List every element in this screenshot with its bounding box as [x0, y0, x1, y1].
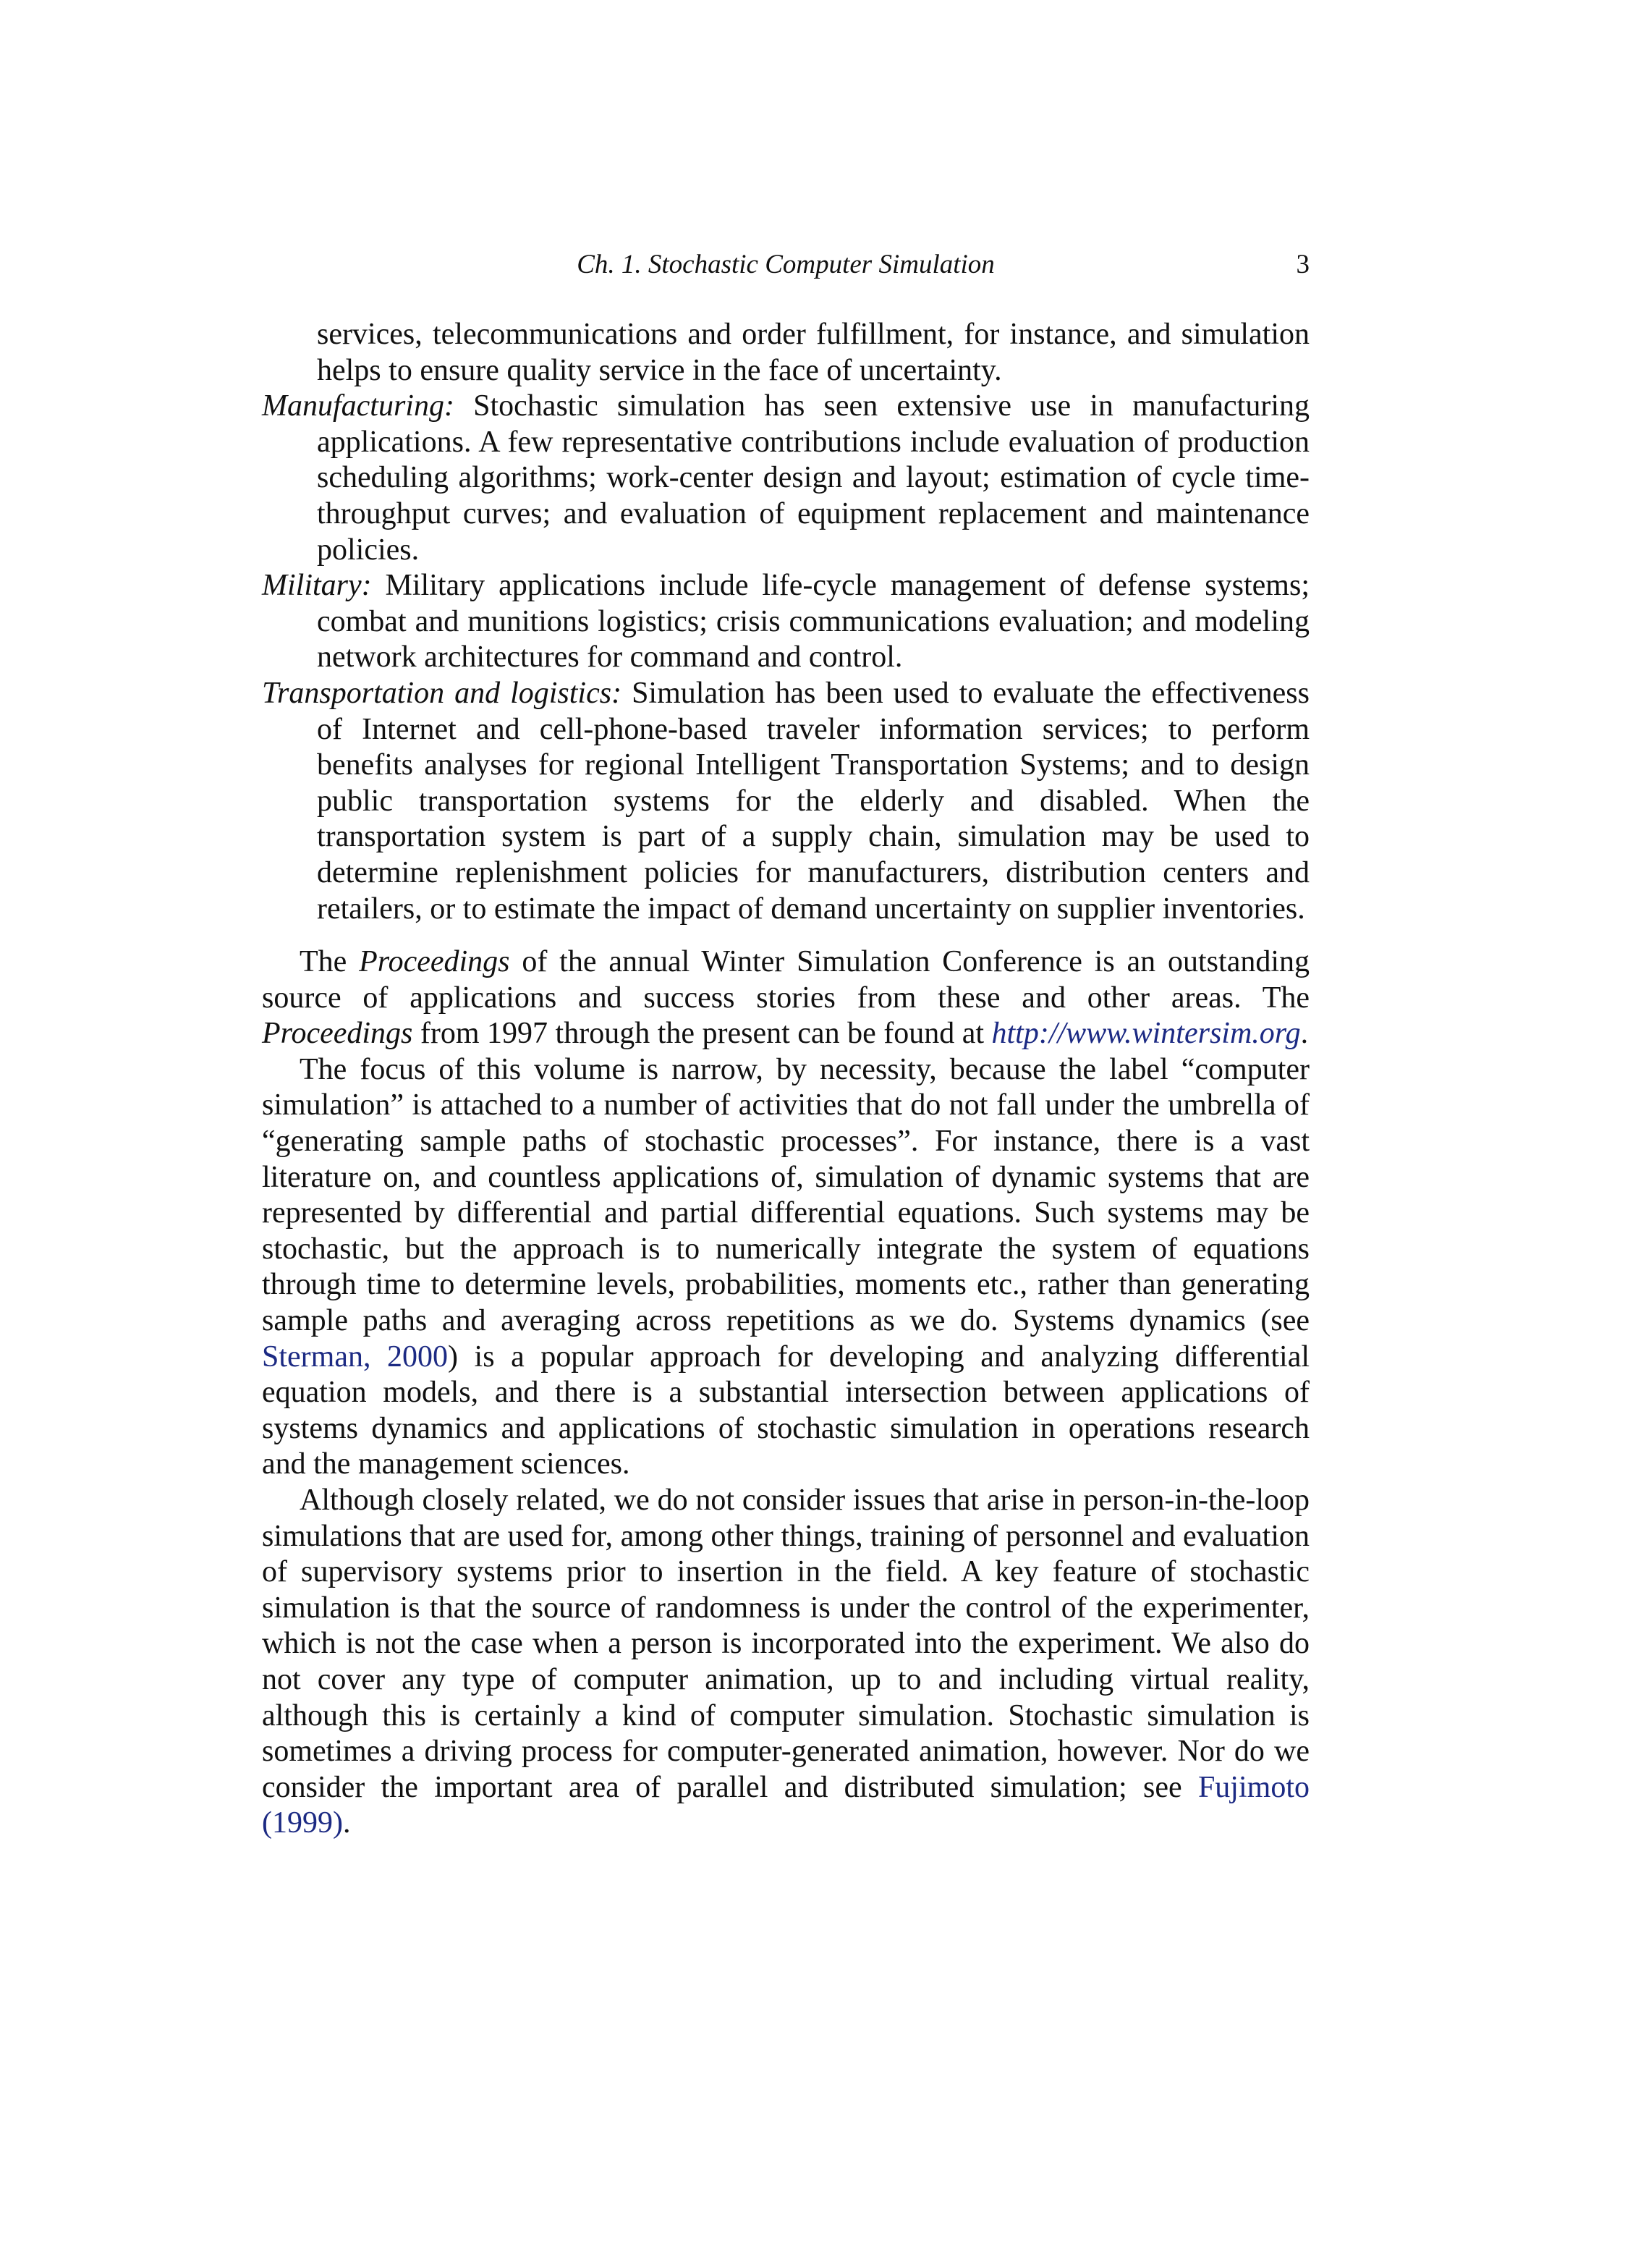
- list-term: Manufacturing:: [262, 389, 454, 423]
- list-term: Transportation and logistics:: [262, 676, 622, 710]
- text-run: The: [300, 945, 360, 979]
- text-run: from 1997 through the present can be found at: [412, 1017, 992, 1051]
- list-text: Stochastic simulation has seen extensive use in manufacturing applications. A few representative contributions include evaluation of production scheduling algorithms; work-center design and layout; estimation of cycle time-throughput curves; and evaluation of equipment replacement and maintenance policies.: [317, 389, 1310, 567]
- proceedings-title: Proceedings: [359, 945, 510, 979]
- list-item-transportation: [262, 676, 1310, 927]
- page-number: 3: [1296, 250, 1310, 279]
- continued-list-item-text: services, telecommunications and order fulfillment, for instance, and simulation helps to ensure quality service in the face of uncertainty.: [317, 318, 1310, 387]
- text-run: of the annual Winter Simulation Conference is an outstanding source of applications and success stories from these and other areas. The: [262, 945, 1310, 1015]
- wintersim-url-link[interactable]: http://www.wintersim.org: [991, 1017, 1301, 1051]
- running-title: Ch. 1. Stochastic Computer Simulation: [577, 250, 995, 279]
- text-run: .: [1300, 1017, 1309, 1051]
- list-text: Military applications include life-cycle management of defense systems; combat and munitions logistics; crisis communications evaluation; and modeling network architectures for command and control.: [317, 569, 1310, 674]
- paragraph-closely-related: [262, 1483, 1310, 1842]
- text-run: The focus of this volume is narrow, by necessity, because the label “computer simulation” is attached to a number of activities that do not fall under the umbrella of “generating sample paths of stochastic processes”. For instance, there is a vast literature on, and countless applications of, simulation of dynamic systems that are represented by differential and partial differential equations. Such systems may be stochastic, but the approach is to numerically integrate the system of equations through time to determine levels, probabilities, moments etc., rather than generating sample paths and averaging across repetitions as we do. Systems dynamics (see: [262, 1052, 1310, 1338]
- list-item-manufacturing: [262, 389, 1310, 568]
- paragraph-proceedings: [262, 944, 1310, 1052]
- list-term: Military:: [262, 569, 372, 603]
- running-header: [262, 246, 1310, 284]
- list-text: Simulation has been used to evaluate the effectiveness of Internet and cell-phone-based traveler information services; to perform benefits analyses for regional Intelligent Transportation Systems; and to design public transportation systems for the elderly and disabled. When the transportation system is part of a supply chain, simulation may be used to determine replenishment policies for manufacturers, distribution centers and retailers, or to estimate the impact of demand uncertainty on supplier inventories.: [317, 676, 1310, 926]
- proceedings-title: Proceedings: [262, 1017, 413, 1051]
- list-item-military: [262, 568, 1310, 676]
- citation-sterman-link[interactable]: Sterman, 2000: [262, 1340, 449, 1374]
- text-run: ) is a popular approach for developing and analyzing differential equation models, and there is a substantial intersection between applications of systems dynamics and applications of stochastic simulation in operations research and the management sciences.: [262, 1340, 1310, 1481]
- paragraph-focus: [262, 1052, 1310, 1483]
- text-run: .: [342, 1806, 351, 1840]
- body-text: [262, 317, 1310, 1842]
- citation-fujimoto-link[interactable]: Fujimoto (1999): [262, 1770, 1310, 1840]
- text-run: Although closely related, we do not consider issues that arise in person-in-the-loop simulations that are used for, among other things, training of personnel and evaluation of supervisory systems prior to insertion in the field. A key feature of stochastic simulation is that the source of randomness is under the control of the experimenter, which is not the case when a person is incorporated into the experiment. We also do not cover any type of computer animation, up to and including virtual reality, although this is certainly a kind of computer simulation. Stochastic simulation is sometimes a driving process for computer-generated animation, however. Nor do we consider the important area of parallel and distributed simulation; see: [262, 1484, 1310, 1804]
